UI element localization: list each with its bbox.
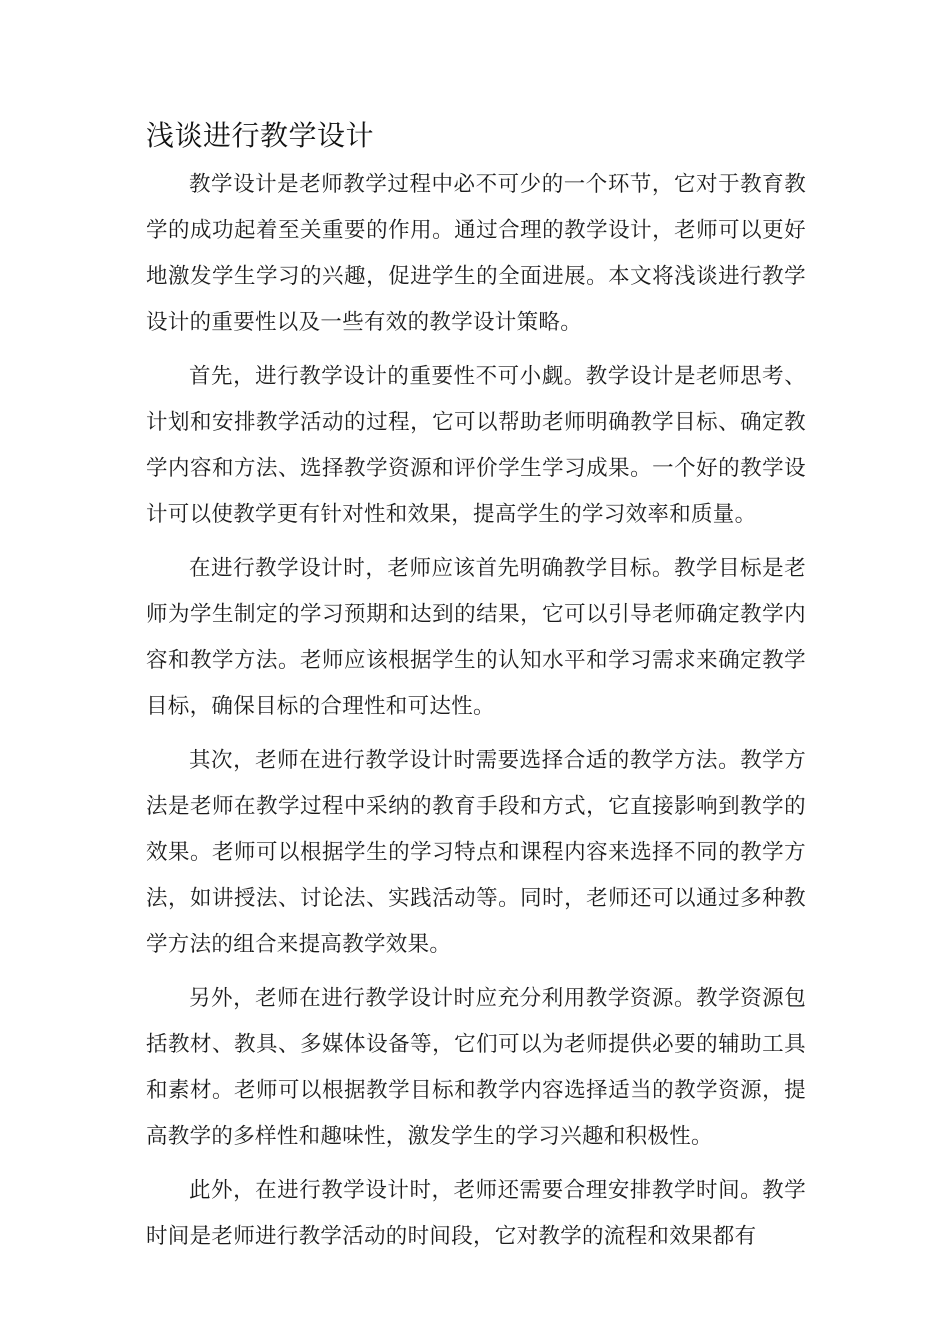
document-title: 浅谈进行教学设计: [146, 119, 375, 152]
paragraph-importance: 首先，进行教学设计的重要性不可小觑。教学设计是老师思考、计划和安排教学活动的过程，它可以帮助老师明确教学目标、确定教学内容和方法、选择教学资源和评价学生学习成果。一个好的教学设计可以使教学更有针对性和效果，提高学生的学习效率和质量。: [146, 364, 806, 527]
paragraph-objectives: 在进行教学设计时，老师应该首先明确教学目标。教学目标是老师为学生制定的学习预期和达到的结果，它可以引导老师确定教学内容和教学方法。老师应该根据学生的认知水平和学习需求来确定教学目标，确保目标的合理性和可达性。: [146, 556, 806, 719]
paragraph-intro: 教学设计是老师教学过程中必不可少的一个环节，它对于教育教学的成功起着至关重要的作用。通过合理的教学设计，老师可以更好地激发学生学习的兴趣，促进学生的全面进展。本文将浅谈进行教学设计的重要性以及一些有效的教学设计策略。: [146, 172, 806, 335]
paragraph-methods: 其次，老师在进行教学设计时需要选择合适的教学方法。教学方法是老师在教学过程中采纳的教育手段和方式，它直接影响到教学的效果。老师可以根据学生的学习特点和课程内容来选择不同的教学方法，如讲授法、讨论法、实践活动等。同时，老师还可以通过多种教学方法的组合来提高教学效果。: [146, 748, 806, 957]
paragraph-resources: 另外，老师在进行教学设计时应充分利用教学资源。教学资源包括教材、教具、多媒体设备等，它们可以为老师提供必要的辅助工具和素材。老师可以根据教学目标和教学内容选择适当的教学资源，提高教学的多样性和趣味性，激发学生的学习兴趣和积极性。: [146, 986, 806, 1149]
paragraph-time: 此外，在进行教学设计时，老师还需要合理安排教学时间。教学时间是老师进行教学活动的时间段，它对教学的流程和效果都有: [146, 1178, 806, 1249]
document-body: [146, 162, 806, 1268]
